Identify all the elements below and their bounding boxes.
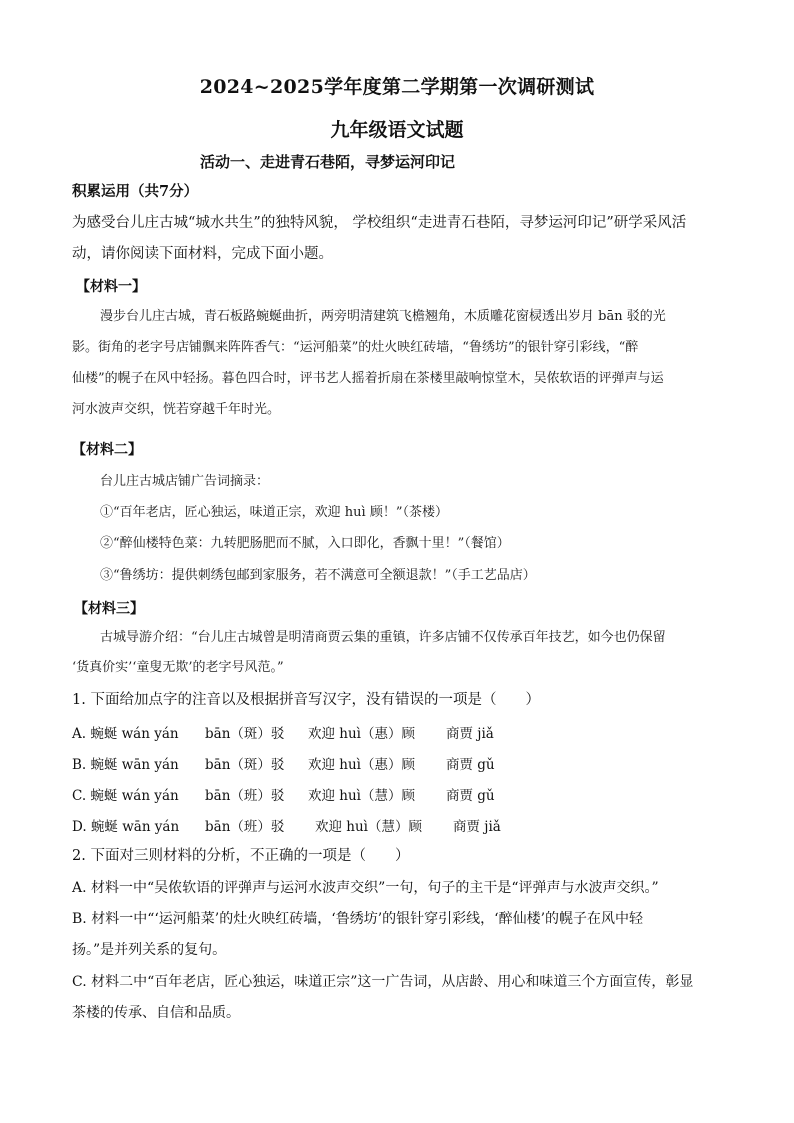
question2-option-b-cont: 扬。”是并列关系的复句。 — [72, 942, 227, 958]
activity-heading: 活动一、走进青石巷陌，寻梦运河印记 — [200, 153, 456, 171]
option-b-part-4: 商贾 gǔ — [446, 757, 495, 773]
option-c-part-3: 欢迎 huì（慧）顾 — [308, 788, 415, 804]
option-d-part-4: 商贾 jiǎ — [453, 819, 501, 835]
question2-option-b[interactable]: B. 材料一中“‘运河船菜’的灶火映红砖墙，‘鲁绣坊’的银针穿引彩线，‘醉仙楼’的幌子在风中轻 — [72, 911, 644, 927]
question1-stem: 1. 下面给加点字的注音以及根据拼音写汉字，没有错误的一项是（ ） — [72, 692, 540, 708]
question1-option-a[interactable] — [72, 722, 494, 742]
option-c-part-4: 商贾 gǔ — [446, 788, 495, 804]
material2-line-2: ①“百年老店，匠心独运，味道正宗，欢迎 huì 顾！”（茶楼） — [100, 505, 448, 520]
question2-stem: 2. 下面对三则材料的分析，不正确的一项是（ ） — [72, 848, 410, 864]
material2-line-1: 台儿庄古城店铺广告词摘录： — [100, 474, 270, 489]
option-c-part-1: C. 蜿蜒 wán yán — [72, 788, 179, 804]
question1-option-d[interactable] — [72, 815, 501, 835]
option-a-part-1: A. 蜿蜒 wán yán — [72, 726, 179, 742]
material3-label: 【材料三】 — [74, 601, 144, 617]
option-a-part-3: 欢迎 huì（惠）顾 — [308, 726, 415, 742]
material3-line-2: ‘货真价实’‘童叟无欺’的老字号风范。” — [72, 660, 284, 675]
option-a-part-2: bān（斑）驳 — [205, 726, 285, 742]
material2-line-4: ③“鲁绣坊：提供刺绣包邮到家服务，若不满意可全额退款！”（手工艺品店） — [100, 568, 536, 583]
option-d-part-1: D. 蜿蜒 wān yán — [72, 819, 180, 835]
section-heading: 积累运用（共7分） — [72, 183, 199, 200]
option-c-part-2: bān（班）驳 — [205, 788, 285, 804]
material3-line-1: 古城导游介绍：“台儿庄古城曾是明清商贾云集的重镇，许多店铺不仅传承百年技艺，如今也仍保留 — [100, 630, 666, 645]
question2-option-c-cont: 茶楼的传承、自信和品质。 — [72, 1005, 240, 1021]
intro-line-2: 动，请你阅读下面材料，完成下面小题。 — [72, 246, 333, 262]
question1-option-c[interactable] — [72, 784, 495, 804]
option-d-part-2: bān（班）驳 — [205, 819, 285, 835]
material2-label: 【材料二】 — [72, 442, 142, 458]
material2-line-3: ②“醉仙楼特色菜：九转肥肠肥而不腻，入口即化，香飘十里！”（餐馆） — [100, 536, 510, 551]
option-b-part-3: 欢迎 huì（惠）顾 — [308, 757, 415, 773]
question2-option-c[interactable]: C. 材料二中“百年老店，匠心独运，味道正宗”这一广告词，从店龄、用心和味道三个方面宣传，彰显 — [72, 974, 694, 990]
exam-title: 2024~2025学年度第二学期第一次调研测试 — [199, 76, 595, 98]
exam-subtitle: 九年级语文试题 — [330, 119, 464, 141]
option-a-part-4: 商贾 jiǎ — [446, 726, 494, 742]
question1-option-b[interactable] — [72, 753, 495, 773]
material1-line-1: 漫步台儿庄古城，青石板路蜿蜒曲折，两旁明清建筑飞檐翘角，木质雕花窗棂透出岁月 bān 驳的光 — [100, 309, 666, 324]
question2-option-a[interactable]: A. 材料一中“吴侬软语的评弹声与运河水波声交织”一句，句子的主干是“评弹声与水波声交织。” — [72, 880, 659, 896]
material1-line-2: 影。街角的老字号店铺飘来阵阵香气：“运河船菜”的灶火映红砖墙，“鲁绣坊”的银针穿引彩线，“醉 — [72, 340, 639, 355]
material1-line-4: 河水波声交织，恍若穿越千年时光。 — [72, 402, 281, 417]
option-d-part-3: 欢迎 huì（慧）顾 — [315, 819, 422, 835]
option-b-part-1: B. 蜿蜒 wān yán — [72, 757, 179, 773]
option-b-part-2: bān（斑）驳 — [205, 757, 285, 773]
material1-label: 【材料一】 — [76, 279, 146, 295]
material1-line-3: 仙楼”的幌子在风中轻扬。暮色四合时，评书艺人摇着折扇在茶楼里敲响惊堂木，吴侬软语的评弹声与运 — [72, 371, 664, 386]
intro-line-1: 为感受台儿庄古城“城水共生”的独特风貌， 学校组织“走进青石巷陌，寻梦运河印记”研学采风活 — [72, 215, 687, 231]
